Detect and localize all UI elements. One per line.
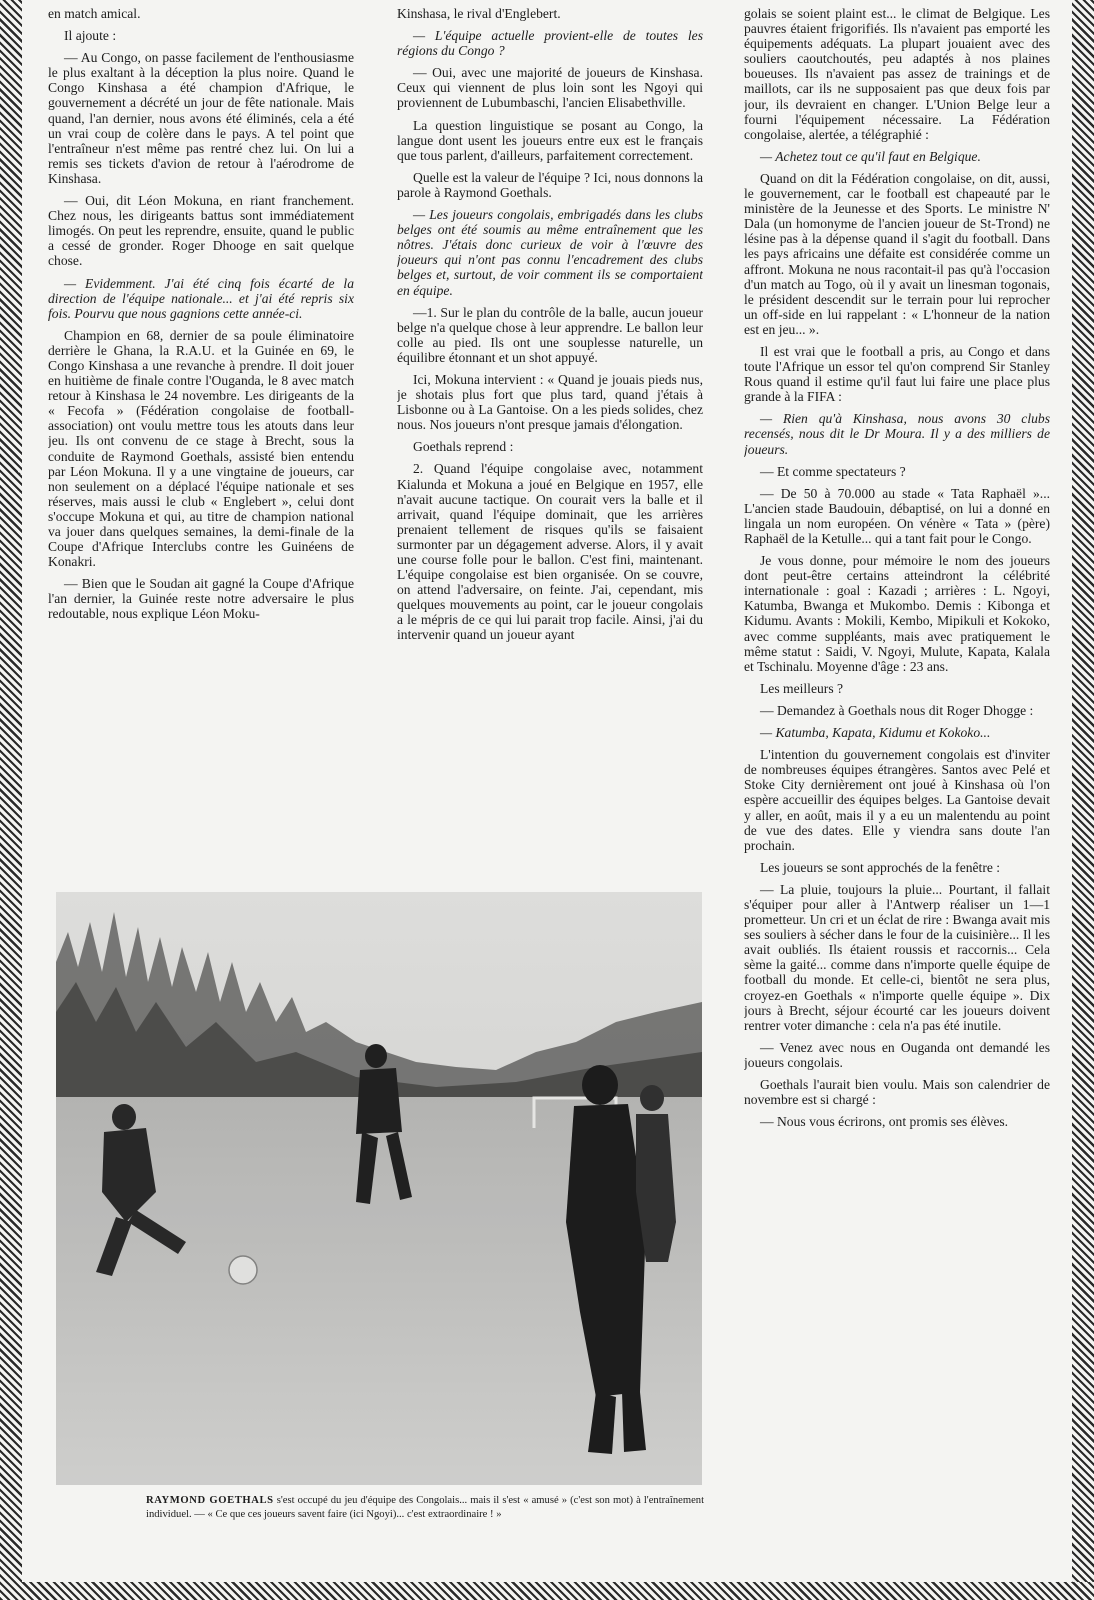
paragraph: — Bien que le Soudan ait gagné la Coupe d'Afrique l'an dernier, la Guinée reste notre adversaire le plus redoutable, nous explique Léon Moku- (48, 576, 354, 622)
paragraph: L'intention du gouvernement congolais est d'inviter de nombreuses équipes étrangères. Santos avec Pelé et Stoke City dernièrement ont joué à Kinshasa où l'on espère accueillir des équipes belges. La Gantoise devait y aller, en août, mais il y a eu un malentendu au point de vue des dates. Elle y viendra sans doute l'an prochain. (744, 747, 1050, 853)
paragraph: — Nous vous écrirons, ont promis ses élèves. (760, 1114, 1009, 1130)
paragraph: Les joueurs se sont approchés de la fenêtre : (760, 859, 1001, 875)
paragraph: — Oui, dit Léon Mokuna, en riant franchement. Chez nous, les dirigeants battus sont immédiatement limogés. On peut les reprendre, ensuite, quand le public a cessé de gronder. Roger Dhooge en sait quelque chose. (48, 193, 354, 269)
paragraph: Quand on dit la Fédération congolaise, on dit, aussi, le gouvernement, car le football est chapeauté par le ministère de la Jeunesse et des Sports. Le ministre N' Dala (un homonyme de l'ancien joueur de St-Trond) ne lésine pas à la dépense quand il s'agit du football. Dans les pays africains une défaite est considérée comme un affront. Mokuna ne nous racontait-il pas qu'à l'occasion d'un match au Togo, où il y avait un linesman togonais, le président descendit sur le terrain pour lui reprocher un off-side en lui rappelant : « L'honneur de la nation est en jeu... ». (744, 170, 1050, 337)
paragraph: golais se soient plaint est... le climat de Belgique. Les pauvres étaient frigorifiés. Ils n'avaient pas emporté les équipements adéquats. La plupart jouaient avec des souliers caoutchoutés, peu adaptés à nos plaines boueuses. Ils n'avaient pas assez de trainings et de maillots, car ils ne supposaient pas que deux fois par jour, ils devraient en changer. L'Union Belge leur a fourni l'équipement nécessaire. La Fédération congolaise, alertée, a télégraphié : (744, 6, 1050, 142)
paragraph: Il est vrai que le football a pris, au Congo et dans toute l'Afrique un essor tel qu'on comprend Sir Stanley Rous quand il estime qu'il faut lui faire une place plus grande à la FIFA : (744, 343, 1050, 405)
paragraph: — Achetez tout ce qu'il faut en Belgique. (760, 148, 981, 164)
caption-text: s'est occupé du jeu d'équipe des Congolais... mais il s'est « amusé » (c'est son mot) à l'entraînement individuel. — « Ce que ces joueurs savent faire (ici Ngoyi)... c'est extraordinaire ! » (146, 1495, 705, 1520)
paragraph: — Rien qu'à Kinshasa, nous avons 30 clubs recensés, nous dit le Dr Moura. Il y a des milliers de joueurs. (744, 411, 1050, 457)
training-photo (56, 892, 702, 1485)
article-column-2 (397, 6, 703, 880)
paragraph: — La pluie, toujours la pluie... Pourtant, il fallait s'équiper pour aller à l'Antwerp réaliser un 1—1 prometteur. Un cri et un éclat de rire : Bwanga avait mis ses souliers à sécher dans le four de la cuisinière... Il les avait oubliés. Ils étaient roussis et raccornis... Cela sème la gaité... comme dans n'importe quelle équipe de football du monde. Et celle-ci, bientôt ne sera plus, croyez-en Goethals « n'importe quelle équipe ». Dix jours à Brecht, séjour écourté car les joueurs doivent rentrer voter dimanche : cela n'a pas été inutile. (744, 881, 1050, 1033)
paragraph: Il ajoute : (64, 28, 117, 44)
paragraph: — Au Congo, on passe facilement de l'enthousiasme le plus exaltant à la déception la plus noire. Quand le Congo Kinshasa a été champion d'Afrique, le gouvernement a décrété un jour de fête nationale. Mais quand, l'an dernier, nous avons été éliminés, cela a été un vrai coup de colère dans le pays. A tel point que l'entraîneur n'est même pas rentré chez lui. On lui a remis ses tickets d'avion de retour à l'aérodrome de Kinshasa. (48, 50, 354, 186)
paragraph: —1. Sur le plan du contrôle de la balle, aucun joueur belge n'a quelque chose à leur apprendre. Le ballon leur colle au pied. Ils ont une souplesse naturelle, un équilibre étonnant et un shot appuyé. (397, 304, 703, 365)
paragraph: — Oui, avec une majorité de joueurs de Kinshasa. Ceux qui viennent de plus loin sont les Ngoyi qui proviennent de Lubumbaschi, l'ancien Elisabethville. (397, 65, 703, 111)
paragraph: — De 50 à 70.000 au stade « Tata Raphaël »... L'ancien stade Baudouin, débaptisé, on lui a donné en lingala un nom européen. On vénère « Tata » (père) Raphaël de la Ketulle... qui a tant fait pour le Congo. (744, 485, 1050, 546)
left-hatched-border (0, 0, 22, 1600)
paragraph: — Venez avec nous en Ouganda ont demandé les joueurs congolais. (744, 1039, 1050, 1070)
paragraph: Goethals reprend : (413, 439, 514, 455)
caption-name: RAYMOND GOETHALS (146, 1495, 274, 1506)
paragraph: — Katumba, Kapata, Kidumu et Kokoko... (760, 725, 991, 741)
paragraph: — L'équipe actuelle provient-elle de toutes les régions du Congo ? (397, 28, 703, 59)
paragraph: — Evidemment. J'ai été cinq fois écarté de la direction de l'équipe nationale... et j'ai été repris six fois. Pourvu que nous gagnions cette année-ci. (48, 275, 354, 321)
paragraph: Quelle est la valeur de l'équipe ? Ici, nous donnons la parole à Raymond Goethals. (397, 169, 703, 200)
paragraph: 2. Quand l'équipe congolaise avec, notamment Kialunda et Mokuna a joué en Belgique en 1957, elle n'avait aucune tactique. On courait vers la balle et il arrivait, quand l'équipe dominait, que les arrières prenaient tellement de risques qu'ils se faisaient surmonter par un dégagement adverse. Alors, il y avait une course folle pour le ballon. C'est fini, maintenant. L'équipe congolaise est bien organisée. On se couvre, on attend l'adversaire, on feinte. J'ai, cependant, mis quelques mouvements au point, car le joueur congolais a le mépris de ce qui lui parait trop facile. Ainsi, j'ai du intervenir quand un joueur ayant (397, 461, 703, 643)
paragraph: — Les joueurs congolais, embrigadés dans les clubs belges ont été soumis au même entraînement que les nôtres. J'étais donc curieux de voir à l'œuvre des joueurs qui n'ont pas connu l'encadrement des clubs belges et, surtout, de voir comment ils se comportaient en équipe. (397, 207, 703, 298)
bottom-hatched-border (0, 1582, 1094, 1600)
paragraph: Les meilleurs ? (760, 680, 844, 696)
article-column-1 (48, 6, 354, 880)
right-hatched-border (1072, 0, 1094, 1600)
training-photo-illustration (56, 892, 702, 1485)
photo-caption (146, 1494, 704, 1522)
paragraph: — Demandez à Goethals nous dit Roger Dhogge : (760, 702, 1034, 718)
paragraph: — Et comme spectateurs ? (760, 463, 906, 479)
paragraph: Champion en 68, dernier de sa poule éliminatoire derrière le Ghana, la R.A.U. et la Guinée en 69, le Congo Kinshasa a une revanche à prendre. Il doit jouer en huitième de finale contre l'Ouganda, le 8 avec match retour à Kinshasa le 24 novembre. Les dirigeants de la « Fecofa » (Fédération congolaise de football-association) ont voulu mettre tous les atouts dans leur jeu. Ils ont convenu de ce stage à Brecht, sous la conduite de Raymond Goethals, assisté bien entendu par Léon Mokuna. Il y a une vingtaine de joueurs, car non seulement on a déplacé l'équipe nationale et ses réserves, mais aussi le club « Englebert », celui dont s'occupe Mokuna et qui, au titre de champion national va jouer dans quelques semaines, la demi-finale de la Coupe d'Afrique Interclubs contre les Guinéens de Konakri. (48, 327, 354, 570)
article-column-3 (744, 6, 1050, 1571)
paragraph: Ici, Mokuna intervient : « Quand je jouais pieds nus, je shotais plus fort que plus tard, quand j'étais à Lisbonne ou à La Gantoise. On a les pieds solides, chez nous. Nos joueurs n'ont presque jamais d'élongation. (397, 371, 703, 433)
paragraph: Je vous donne, pour mémoire le nom des joueurs dont peut-être certains atteindront la célébrité internationale : goal : Kazadi ; arrières : L. Ngoyi, Katumba, Bwanga et Mukombo. Demis : Kibonga et Kidumu. Avants : Mokili, Kembo, Mipikuli et Kokoko, avec comme suppléants, mais avec pratiquement le même statut : Saidi, V. Ngoyi, Mulute, Kapata, Kalala et Tschinalu. Moyenne d'âge : 23 ans. (744, 553, 1050, 674)
paragraph: Kinshasa, le rival d'Englebert. (397, 6, 561, 21)
paragraph: en match amical. (48, 6, 141, 21)
paragraph: La question linguistique se posant au Congo, la langue dont usent les joueurs entre eux est le français que tous parlent, d'ailleurs, parfaitement correctement. (397, 117, 703, 163)
paragraph: Goethals l'aurait bien voulu. Mais son calendrier de novembre est si chargé : (744, 1077, 1050, 1108)
